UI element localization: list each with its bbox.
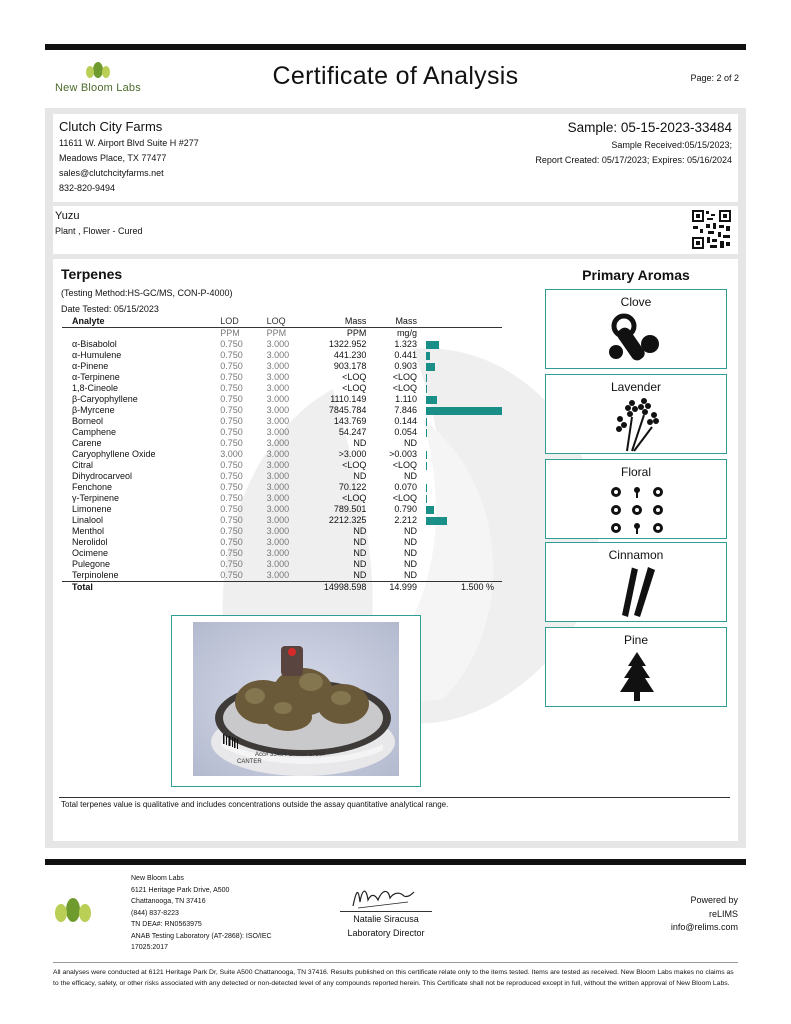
mass-mg-value: 0.903: [394, 361, 417, 371]
mass-ppm-value: 789.501: [333, 504, 367, 514]
concentration-bar-cell: [417, 427, 502, 438]
aroma-label: Pine: [623, 633, 649, 647]
loq-value: 3.000: [266, 339, 290, 349]
client-phone: 832-820-9494: [59, 183, 116, 193]
cinnamon-icon: [618, 563, 658, 619]
powered-by-block: [671, 894, 738, 935]
lod-value: 3.000: [220, 449, 243, 459]
powered-by-name: reLIMS: [708, 908, 738, 919]
footer-logo-icon: [53, 896, 93, 924]
header-rule: [45, 44, 746, 50]
unit-ppm: PPM: [346, 328, 367, 338]
total-ppm: 14998.598: [309, 582, 367, 594]
mass-ppm-value: 1322.952: [328, 339, 367, 349]
lod-value: 0.750: [220, 394, 243, 404]
concentration-bar-cell: [417, 504, 502, 515]
analyte-name: Menthol: [72, 526, 105, 536]
lod-value: 0.750: [220, 460, 243, 470]
mass-ppm-value: <LOQ: [342, 493, 367, 503]
concentration-bar-cell: [417, 383, 502, 394]
col-mass-mg: Mass: [366, 316, 417, 328]
analyte-name: γ-Terpinene: [72, 493, 120, 503]
product-photo: [193, 622, 399, 776]
mass-ppm-value: <LOQ: [342, 383, 367, 393]
document-title: Certificate of Analysis: [272, 62, 519, 90]
concentration-bar: [426, 396, 437, 404]
signature-line: [340, 911, 432, 912]
mass-ppm-value: 1110.149: [330, 394, 367, 404]
lod-value: 0.750: [220, 548, 243, 558]
client-name: Clutch City Farms: [59, 119, 163, 134]
loq-value: 3.000: [266, 515, 290, 525]
mass-mg-value: 0.441: [394, 350, 417, 360]
mass-ppm-value: ND: [353, 570, 367, 580]
concentration-bar: [426, 385, 428, 393]
footer-lab-iso: 17025:2017: [131, 944, 168, 951]
mass-ppm-value: 2212.325: [328, 515, 367, 525]
mass-mg-value: ND: [403, 526, 417, 536]
table-row: [62, 504, 502, 515]
product-name: Yuzu: [55, 210, 80, 222]
mass-ppm-value: 441.230: [333, 350, 367, 360]
mass-ppm-value: ND: [353, 471, 367, 481]
primary-aromas-title: Primary Aromas: [582, 267, 690, 283]
concentration-bar-cell: [417, 438, 502, 449]
analyte-name: Limonene: [72, 504, 112, 514]
table-row: [62, 482, 502, 493]
footer-lab-address2: Chattanooga, TN 37416: [131, 898, 206, 905]
disclaimer-text: All analyses were conducted at 6121 Heritage Park Dr, Suite A500 Chattanooga, TN 37416. Results published on this certificate relate only to the items tested. Items are tested as received. New Bloom Labs makes no claims as to the efficacy, safety, or other risks associated with any detected or non-detected level of any compounds reported herein. This Certificate shall not be reproduced except in full, without the written approval of New Bloom Labs.: [53, 969, 734, 987]
analyte-name: α-Pinene: [72, 361, 109, 371]
mass-mg-value: ND: [403, 471, 417, 481]
concentration-bar-cell: [417, 548, 502, 559]
photo-label2: CANTER: [237, 759, 262, 765]
loq-value: 3.000: [266, 460, 290, 470]
mass-mg-value: ND: [403, 559, 417, 569]
unit-mg: mg/g: [396, 328, 417, 338]
table-row: [62, 493, 502, 504]
aroma-pine: [545, 627, 727, 707]
concentration-bar-cell: [417, 416, 502, 427]
lavender-icon: [612, 397, 662, 453]
date-tested: Date Tested: 05/15/2023: [61, 304, 159, 314]
concentration-bar: [426, 451, 428, 459]
product-type: Plant , Flower - Cured: [55, 226, 143, 236]
lod-value: 0.750: [220, 383, 243, 393]
table-row: [62, 372, 502, 383]
unit-lod: PPM: [220, 328, 240, 338]
concentration-bar-cell: [417, 537, 502, 548]
col-mass-ppm: Mass: [309, 316, 367, 328]
terpenes-title: Terpenes: [61, 266, 123, 282]
concentration-bar: [426, 429, 428, 437]
lod-value: 0.750: [220, 471, 243, 481]
pine-tree-icon: [620, 652, 654, 702]
loq-value: 3.000: [266, 383, 290, 393]
mass-ppm-value: 7845.784: [328, 405, 367, 415]
total-row: [62, 582, 502, 594]
lod-value: 0.750: [220, 339, 243, 349]
lod-value: 0.750: [220, 350, 243, 360]
client-address2: Meadows Place, TX 77477: [59, 153, 167, 163]
lab-logo-text: New Bloom Labs: [55, 82, 141, 94]
table-row: [62, 570, 502, 582]
sample-received: Sample Received:05/15/2023;: [611, 140, 732, 150]
mass-mg-value: >0.003: [389, 449, 417, 459]
analyte-name: Caryophyllene Oxide: [72, 449, 156, 459]
analyte-name: Terpinolene: [72, 570, 119, 580]
concentration-bar: [426, 363, 435, 371]
lod-value: 0.750: [220, 537, 243, 547]
loq-value: 3.000: [266, 427, 290, 437]
table-row: [62, 559, 502, 570]
concentration-bar-cell: [417, 471, 502, 482]
table-row: [62, 339, 502, 350]
footer-rule: [45, 859, 746, 865]
photo-label: Acc# 33484 Order# 1780#: [255, 752, 326, 758]
signer-title: Laboratory Director: [347, 928, 425, 938]
mass-ppm-value: <LOQ: [342, 460, 367, 470]
product-panel: [53, 206, 738, 254]
mass-mg-value: ND: [403, 570, 417, 580]
concentration-bar-cell: [417, 460, 502, 471]
mass-ppm-value: ND: [353, 548, 367, 558]
loq-value: 3.000: [266, 350, 290, 360]
note-rule: [59, 797, 730, 798]
aroma-label: Clove: [620, 295, 652, 309]
loq-value: 3.000: [266, 537, 290, 547]
table-row: [62, 449, 502, 460]
table-row: [62, 548, 502, 559]
mass-mg-value: ND: [403, 537, 417, 547]
concentration-bar-cell: [417, 570, 502, 582]
mass-ppm-value: >3.000: [338, 449, 367, 459]
flowers-icon: [608, 484, 666, 534]
col-analyte: Analyte: [62, 316, 220, 328]
analyte-name: β-Caryophyllene: [72, 394, 138, 404]
report-dates: Report Created: 05/17/2023; Expires: 05/16/2024: [535, 155, 732, 165]
total-percent: 1.500 %: [417, 582, 502, 594]
mass-ppm-value: ND: [353, 559, 367, 569]
lod-value: 0.750: [220, 416, 243, 426]
concentration-bar-cell: [417, 482, 502, 493]
table-row: [62, 471, 502, 482]
mass-mg-value: <LOQ: [392, 372, 417, 382]
concentration-bar-cell: [417, 526, 502, 537]
powered-by-label: Powered by: [690, 895, 738, 905]
loq-value: 3.000: [266, 526, 290, 536]
aroma-label: Cinnamon: [608, 548, 664, 562]
table-row: [62, 394, 502, 405]
concentration-bar: [426, 418, 428, 426]
aroma-label: Floral: [620, 465, 651, 479]
terpenes-table: [62, 316, 502, 593]
loq-value: 3.000: [266, 493, 290, 503]
col-bar: [417, 316, 502, 328]
table-row: [62, 526, 502, 537]
mass-mg-value: <LOQ: [392, 383, 417, 393]
mass-ppm-value: ND: [353, 438, 367, 448]
concentration-bar: [426, 517, 447, 525]
table-units-row: [62, 328, 502, 340]
concentration-bar: [426, 484, 428, 492]
col-loq: LOQ: [267, 316, 309, 328]
table-header-row: [62, 316, 502, 328]
table-row: [62, 515, 502, 526]
concentration-bar-cell: [417, 350, 502, 361]
concentration-bar: [426, 495, 428, 503]
unit-loq: PPM: [266, 328, 287, 338]
mass-ppm-value: 70.122: [338, 482, 367, 492]
analyte-name: Citral: [72, 460, 94, 470]
qr-code-icon: [691, 209, 732, 250]
lod-value: 0.750: [220, 493, 243, 503]
concentration-bar: [426, 506, 434, 514]
mass-mg-value: 0.070: [394, 482, 417, 492]
loq-value: 3.000: [266, 361, 290, 371]
lod-value: 0.750: [220, 570, 243, 580]
table-row: [62, 438, 502, 449]
mass-ppm-value: ND: [353, 526, 367, 536]
mass-ppm-value: 54.247: [338, 427, 367, 437]
aroma-label: Lavender: [610, 380, 662, 394]
footer-lab-info: [131, 873, 272, 954]
disclaimer-rule: [53, 962, 738, 963]
concentration-bar-cell: [417, 394, 502, 405]
total-label: Total: [62, 582, 220, 594]
mass-mg-value: ND: [403, 438, 417, 448]
mass-ppm-value: <LOQ: [342, 372, 367, 382]
mass-ppm-value: ND: [353, 537, 367, 547]
table-row: [62, 427, 502, 438]
loq-value: 3.000: [266, 438, 290, 448]
concentration-bar-cell: [417, 405, 502, 416]
lod-value: 0.750: [220, 405, 243, 415]
lod-value: 0.750: [220, 504, 243, 514]
footer-lab-name: New Bloom Labs: [131, 875, 184, 882]
lod-value: 0.750: [220, 361, 243, 371]
lod-value: 0.750: [220, 526, 243, 536]
client-email: sales@clutchcityfarms.net: [59, 168, 164, 178]
analyte-name: β-Myrcene: [72, 405, 115, 415]
footer-lab-address1: 6121 Heritage Park Drive, A500: [131, 886, 230, 894]
lod-value: 0.750: [220, 559, 243, 569]
concentration-bar-cell: [417, 372, 502, 383]
concentration-bar-cell: [417, 449, 502, 460]
table-row: [62, 383, 502, 394]
footer-lab-dea: TN DEA#: RN0563975: [131, 921, 202, 928]
loq-value: 3.000: [266, 570, 290, 580]
concentration-bar-cell: [417, 493, 502, 504]
concentration-bar-cell: [417, 515, 502, 526]
analyte-name: Camphene: [72, 427, 117, 437]
terpenes-note: Total terpenes value is qualitative and includes concentrations outside the assay quantitative analytical range.: [61, 800, 449, 809]
lod-value: 0.750: [220, 482, 243, 492]
analyte-name: Dihydrocarveol: [72, 471, 133, 481]
lod-value: 0.750: [220, 427, 243, 437]
footer-lab-anab: ANAB Testing Laboratory (AT-2868): ISO/IEC: [131, 932, 272, 940]
mass-mg-value: 1.110: [395, 394, 417, 404]
loq-value: 3.000: [266, 394, 290, 404]
loq-value: 3.000: [266, 372, 290, 382]
lod-value: 0.750: [220, 438, 243, 448]
lod-value: 0.750: [220, 372, 243, 382]
concentration-bar-cell: [417, 339, 502, 350]
table-row: [62, 361, 502, 372]
loq-value: 3.000: [266, 416, 290, 426]
footer-lab-phone: (844) 837-8223: [131, 909, 179, 917]
total-mg: 14.999: [366, 582, 417, 594]
page-number: Page: 2 of 2: [690, 73, 739, 83]
mass-mg-value: <LOQ: [392, 460, 417, 470]
loq-value: 3.000: [266, 559, 290, 569]
mass-mg-value: <LOQ: [392, 493, 417, 503]
concentration-bar: [426, 341, 439, 349]
loq-value: 3.000: [266, 471, 290, 481]
loq-value: 3.000: [266, 504, 290, 514]
client-address1: 11611 W. Airport Blvd Suite H #277: [59, 138, 199, 148]
mass-ppm-value: 143.769: [333, 416, 367, 426]
table-row: [62, 460, 502, 471]
concentration-bar: [426, 352, 430, 360]
concentration-bar-cell: [417, 361, 502, 372]
client-panel: [53, 114, 738, 202]
mass-mg-value: ND: [403, 548, 417, 558]
table-row: [62, 416, 502, 427]
signer-name: Natalie Siracusa: [353, 914, 419, 924]
mass-mg-value: 0.790: [394, 504, 417, 514]
analyte-name: Linalool: [72, 515, 104, 525]
testing-method: (Testing Method:HS-GC/MS, CON-P-4000): [61, 288, 233, 298]
loq-value: 3.000: [266, 449, 290, 459]
table-row: [62, 350, 502, 361]
mass-mg-value: 1.323: [394, 339, 417, 349]
analyte-name: Nerolidol: [72, 537, 108, 547]
analyte-name: 1,8-Cineole: [72, 383, 119, 393]
aroma-clove: [545, 289, 727, 369]
sample-id: Sample: 05-15-2023-33484: [567, 120, 732, 135]
concentration-bar: [426, 462, 428, 470]
mass-mg-value: 0.144: [394, 416, 417, 426]
aroma-cinnamon: [545, 542, 727, 622]
loq-value: 3.000: [266, 482, 290, 492]
loq-value: 3.000: [266, 405, 290, 415]
signature-image: [348, 882, 418, 912]
table-row: [62, 405, 502, 416]
powered-by-email: info@relims.com: [670, 922, 738, 932]
analyte-name: α-Humulene: [72, 350, 122, 360]
analyte-name: Pulegone: [72, 559, 111, 569]
analyte-name: Borneol: [72, 416, 104, 426]
concentration-bar: [426, 374, 428, 382]
mass-ppm-value: 903.178: [333, 361, 367, 371]
table-row: [62, 537, 502, 548]
analyte-name: Ocimene: [72, 548, 109, 558]
lod-value: 0.750: [220, 515, 243, 525]
analyte-name: α-Terpinene: [72, 372, 120, 382]
aroma-floral: [545, 459, 727, 539]
analyte-name: Carene: [72, 438, 102, 448]
mass-mg-value: 0.054: [394, 427, 417, 437]
analyte-name: α-Bisabolol: [72, 339, 117, 349]
aroma-lavender: [545, 374, 727, 454]
mass-mg-value: 7.846: [394, 405, 417, 415]
concentration-bar-cell: [417, 559, 502, 570]
col-lod: LOD: [220, 316, 266, 328]
clove-icon: [606, 312, 666, 366]
concentration-bar: [426, 407, 502, 415]
analyte-name: Fenchone: [72, 482, 113, 492]
mass-mg-value: 2.212: [394, 515, 417, 525]
loq-value: 3.000: [266, 548, 290, 558]
